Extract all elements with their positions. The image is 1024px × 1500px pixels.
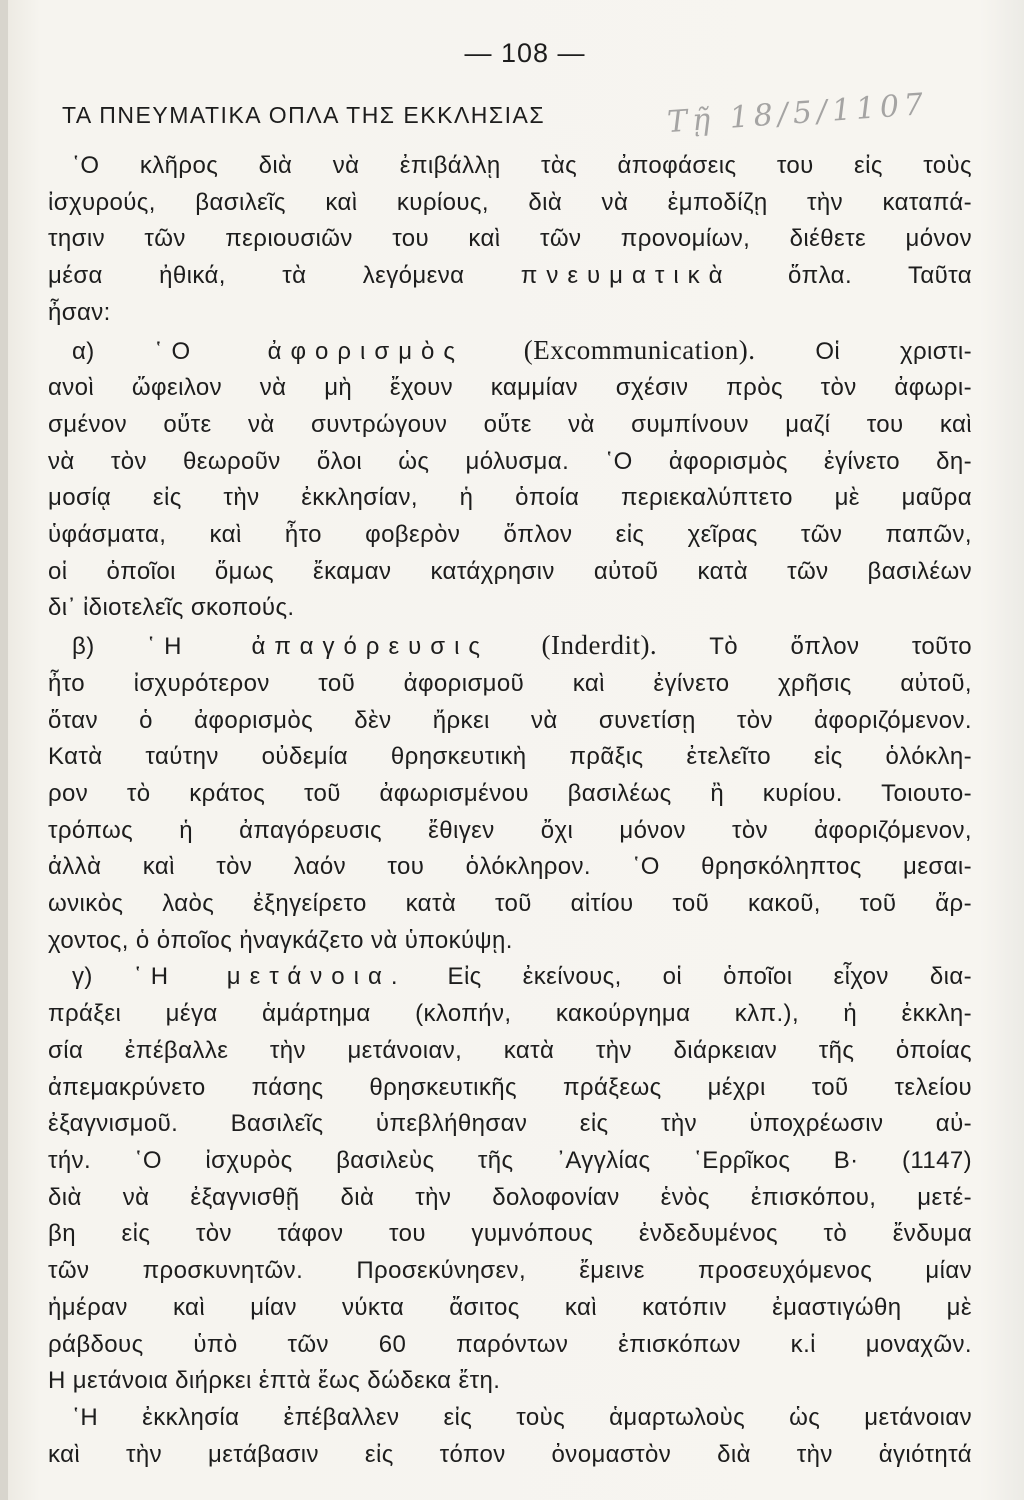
text-line: ἐξαγνισμοῦ. Βασιλεῖς ὑπεβλήθησαν εἰς τὴν ὑποχρέωσιν αὐ- — [48, 1110, 972, 1138]
list-marker-a: α) — [72, 337, 95, 365]
text-line: σία ἐπέβαλλε τὴν μετάνοιαν, κατὰ τὴν διάρκειαν τῆς ὁποίας — [48, 1036, 972, 1064]
text-line: χοντος, ὁ ὁποῖος ἠναγκάζετο νὰ ὑποκύψῃ. — [48, 926, 513, 954]
text-line: νὰ τὸν θεωροῦν ὅλοι ὡς μόλυσμα. ῾Ο ἀφορισμὸς ἐγίνετο δη- — [48, 447, 972, 475]
text-line: ανοὶ ὤφειλον νὰ μὴ ἔχουν καμμίαν σχέσιν πρὸς τὸν ἀφωρι- — [48, 374, 972, 402]
text-line: ἦσαν: — [48, 298, 111, 326]
text-line: μέσα ἠθικά, τὰ λεγόμενα πνευματικὰ ὅπλα. Ταῦτα — [48, 262, 972, 290]
page-number: — 108 — — [464, 38, 586, 68]
latin-term: (Inderdit). — [541, 630, 658, 661]
emphasis-term: ῾Η ἀπαγόρευσις — [147, 633, 489, 661]
list-marker-b: β) — [72, 633, 95, 661]
text-line: ρον τὸ κράτος τοῦ ἀφωρισμένου βασιλέως ἢ κυρίου. Τοιουτο- — [48, 779, 972, 807]
text-line: Η μετάνοια διήρκει ἑπτὰ ἕως δώδεκα ἔτη. — [48, 1367, 501, 1395]
text-line: ράβδους ὑπὸ τῶν 60 παρόντων ἐπισκόπων κ.ἱ μοναχῶν. — [48, 1330, 972, 1358]
text-line: σμένον οὔτε νὰ συντρώγουν οὔτε νὰ συμπίνουν μαζί του καὶ — [48, 410, 972, 438]
text-line: Κατὰ ταύτην οὐδεμία θρησκευτικὴ πρᾶξις ἐτελεῖτο εἰς ὁλόκλη- — [48, 743, 972, 771]
text-line: τήν. ῾Ο ἰσχυρὸς βασιλεὺς τῆς ᾽Αγγλίας ῾Ερρῖκος Β· (1147) — [48, 1146, 972, 1174]
handwritten-date-note: Τῇ 18/5/1107 — [666, 86, 930, 141]
emphasis-term: πνευματικὰ — [520, 262, 732, 290]
text-line: μοσίᾳ εἰς τὴν ἐκκλησίαν, ἡ ὁποία περιεκαλύπτετο μὲ μαῦρα — [48, 484, 972, 512]
text-line: τησιν τῶν περιουσιῶν του καὶ τῶν προνομίων, διέθετε μόνον — [48, 225, 972, 253]
text-line: οἱ ὁποῖοι ὅμως ἔκαμαν κατάχρησιν αὐτοῦ κατὰ τῶν βασιλέων — [48, 557, 972, 585]
main-text — [48, 148, 972, 1473]
latin-term: (Excommunication). — [523, 334, 756, 365]
text-line: β) ῾Η ἀπαγόρευσις (Inderdit). Τὸ ὅπλον τοῦτο — [72, 630, 972, 661]
emphasis-term: ῾Ο ἀφορισμὸς — [154, 337, 464, 365]
text-line: δι᾽ ἰδιοτελεῖς σκοπούς. — [48, 594, 295, 622]
text-line: γ) ῾Η μετάνοια. Εἰς ἐκείνους, οἱ ὁποῖοι εἶχον δια- — [72, 963, 972, 991]
text-line: καὶ τὴν μετάβασιν εἰς τόπον ὀνομαστὸν διὰ τὴν ἁγιότητά — [48, 1440, 972, 1468]
text-line: ἰσχυρούς, βασιλεῖς καὶ κυρίους, διὰ νὰ ἐμποδίζῃ τὴν καταπά- — [48, 188, 972, 216]
text-line: ὅταν ὁ ἀφορισμὸς δὲν ἤρκει νὰ συνετίσῃ τὸν ἀφοριζόμενον. — [48, 706, 972, 734]
list-marker-c: γ) — [72, 963, 93, 991]
running-header — [62, 86, 1002, 146]
text-line: ῾Η ἐκκλησία ἐπέβαλλεν εἰς τοὺς ἁμαρτωλοὺς ὡς μετάνοιαν — [72, 1403, 972, 1431]
text-line: τῶν προσκυνητῶν. Προσεκύνησεν, ἔμεινε προσευχόμενος μίαν — [48, 1257, 972, 1285]
text-line: ἡμέραν καὶ μίαν νύκτα ἄσιτος καὶ κατόπιν ἐμαστιγώθη μὲ — [48, 1293, 972, 1321]
text-line: α) ῾Ο ἀφορισμὸς (Excommunication). Οἱ χριστι- — [72, 334, 972, 365]
text-line: ἦτο ἰσχυρότερον τοῦ ἀφορισμοῦ καὶ ἐγίνετο χρῆσις αὐτοῦ, — [48, 669, 972, 697]
running-head-title: ΤΑ ΠΝΕΥΜΑΤΙΚΑ ΟΠΛΑ ΤΗΣ ΕΚΚΛΗΣΙΑΣ — [62, 102, 546, 128]
text-line: ωνικὸς λαὸς ἐξηγείρετο κατὰ τοῦ αἰτίου τοῦ κακοῦ, τοῦ ἄρ- — [48, 890, 972, 918]
emphasis-term: ῾Η μετάνοια. — [133, 963, 407, 991]
text-line: διὰ νὰ ἐξαγνισθῇ διὰ τὴν δολοφονίαν ἑνὸς ἐπισκόπου, μετέ- — [48, 1183, 972, 1211]
text-line: ἀλλὰ καὶ τὸν λαόν του ὁλόκληρον. ῾Ο θρησκόληπτος μεσαι- — [48, 853, 972, 881]
text-line: ὑφάσματα, καὶ ἦτο φοβερὸν ὅπλον εἰς χεῖρας τῶν παπῶν, — [48, 521, 972, 549]
text-line: βη εἰς τὸν τάφον του γυμνόπους ἐνδεδυμένος τὸ ἔνδυμα — [48, 1220, 972, 1248]
text-line: ῾Ο κλῆρος διὰ νὰ ἐπιβάλλῃ τὰς ἀποφάσεις του εἰς τοὺς — [72, 152, 972, 179]
page-gutter-edge — [0, 0, 8, 1500]
text-line: πράξει μέγα ἁμάρτημα (κλοπήν, κακούργημα κλπ.), ἡ ἐκκλη- — [48, 1000, 972, 1028]
text-line: τρόπως ἡ ἀπαγόρευσις ἔθιγεν ὄχι μόνον τὸν ἀφοριζόμενον, — [48, 816, 972, 844]
text-line: ἀπεμακρύνετο πάσης θρησκευτικῆς πράξεως μέχρι τοῦ τελείου — [48, 1073, 972, 1101]
